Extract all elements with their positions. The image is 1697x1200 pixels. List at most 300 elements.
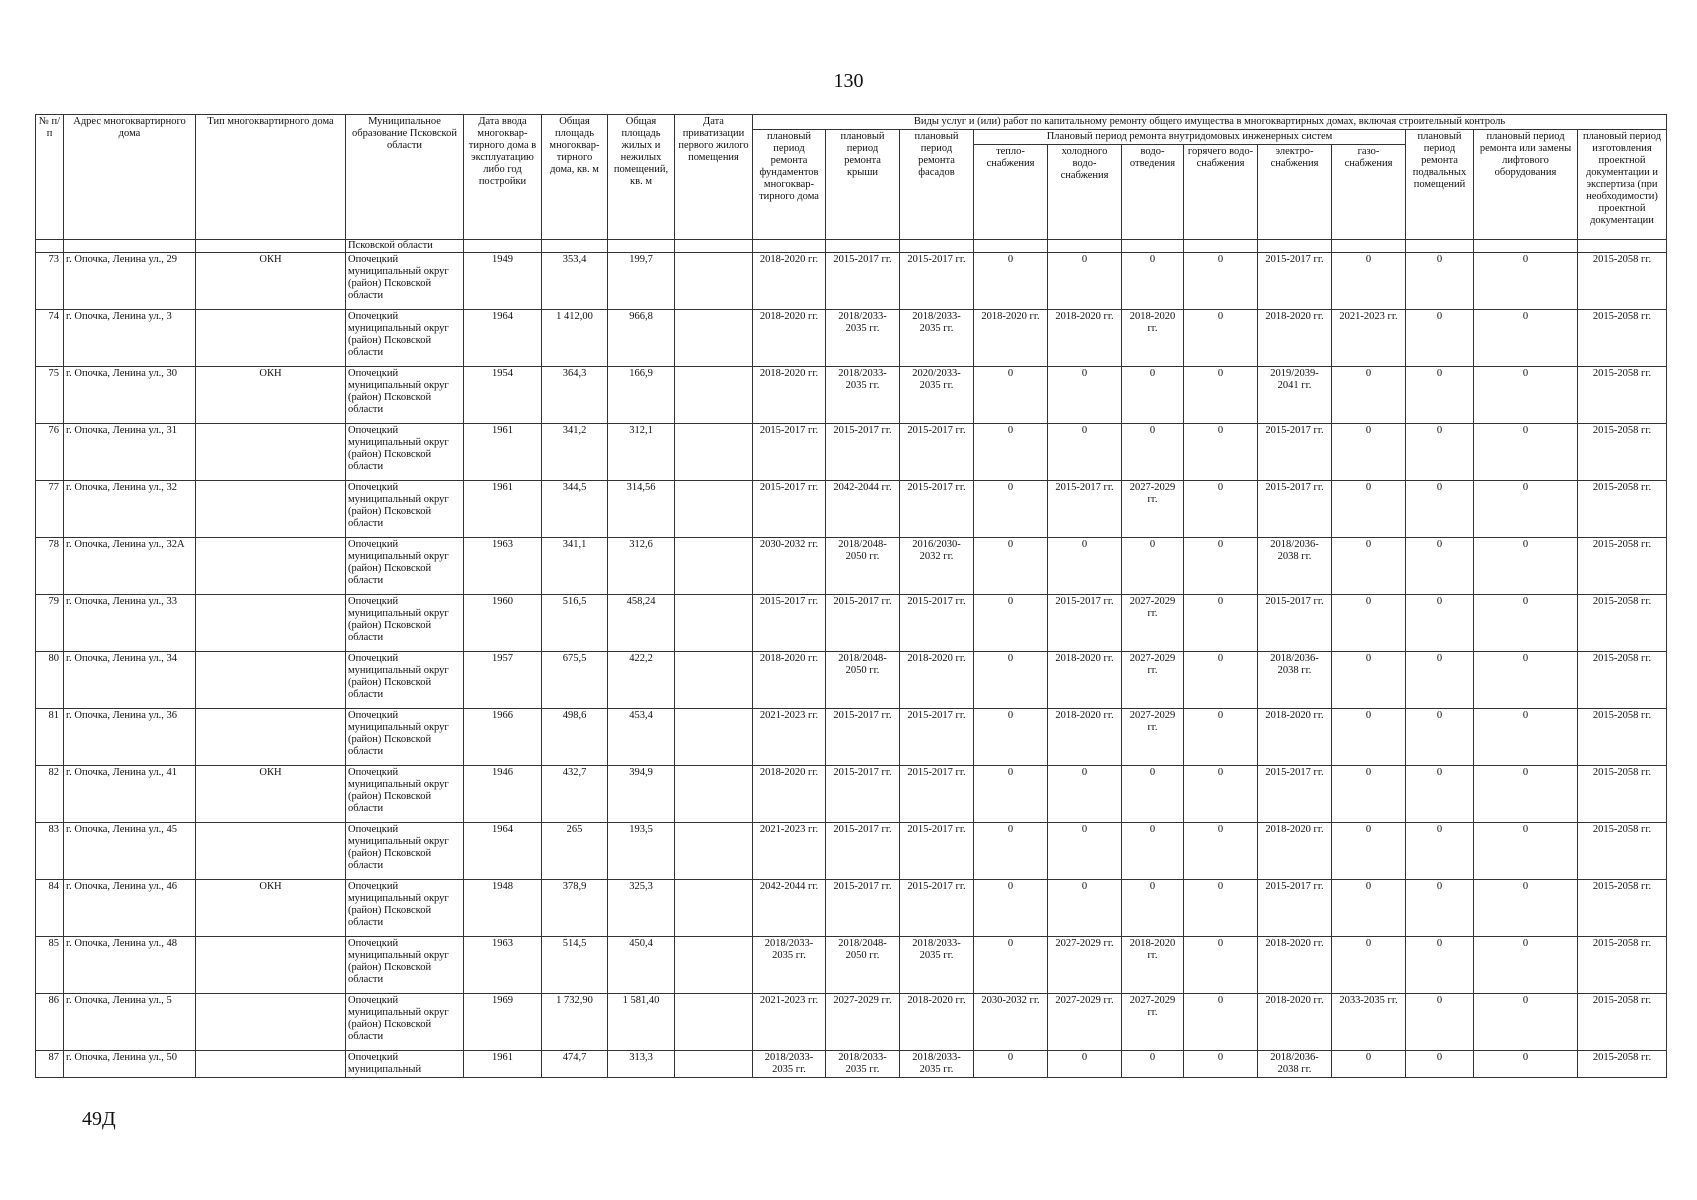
capital-repair-table — [35, 114, 1667, 1078]
cell-municipality: Опочецкий муниципальный — [346, 1051, 464, 1078]
cell-basement: 0 — [1406, 424, 1474, 481]
cell-roof: 2015-2017 гг. — [826, 424, 900, 481]
cell-roof: 2027-2029 гг. — [826, 994, 900, 1051]
cell-sewerage: 0 — [1122, 823, 1184, 880]
cell-sewerage: 2018-2020 гг. — [1122, 310, 1184, 367]
cell-elevator: 0 — [1474, 424, 1578, 481]
cell-foundation: 2015-2017 гг. — [753, 481, 826, 538]
table-row — [36, 253, 1667, 310]
cell-area-premises: 166,9 — [608, 367, 675, 424]
carryover-text: Псковской области — [346, 240, 464, 253]
cell-heating: 2030-2032 гг. — [974, 994, 1048, 1051]
cell-electricity: 2018-2020 гг. — [1258, 709, 1332, 766]
cell-address: г. Опочка, Ленина ул., 5 — [64, 994, 196, 1051]
cell-basement: 0 — [1406, 880, 1474, 937]
cell-electricity: 2015-2017 гг. — [1258, 880, 1332, 937]
cell-gas: 0 — [1332, 709, 1406, 766]
cell-elevator: 0 — [1474, 994, 1578, 1051]
cell-num: 82 — [36, 766, 64, 823]
cell-area-premises: 450,4 — [608, 937, 675, 994]
cell-elevator: 0 — [1474, 709, 1578, 766]
cell-area-premises: 193,5 — [608, 823, 675, 880]
header-foundation: плановый период ремонта фундаментов многоквар-тирного дома — [753, 130, 826, 240]
cell-basement: 0 — [1406, 994, 1474, 1051]
cell-hot-water: 0 — [1184, 1051, 1258, 1078]
cell-facade: 2015-2017 гг. — [900, 253, 974, 310]
cell-privatization — [675, 937, 753, 994]
cell-area-house: 344,5 — [542, 481, 608, 538]
cell-elevator: 0 — [1474, 538, 1578, 595]
header-electricity: электро-снабжения — [1258, 145, 1332, 240]
cell-privatization — [675, 595, 753, 652]
cell-hot-water: 0 — [1184, 766, 1258, 823]
table-row — [36, 1051, 1667, 1078]
cell-basement: 0 — [1406, 367, 1474, 424]
cell-elevator: 0 — [1474, 310, 1578, 367]
cell-address: г. Опочка, Ленина ул., 30 — [64, 367, 196, 424]
cell-gas: 2033-2035 гг. — [1332, 994, 1406, 1051]
cell-foundation: 2018-2020 гг. — [753, 310, 826, 367]
cell-area-house: 378,9 — [542, 880, 608, 937]
cell-elevator: 0 — [1474, 253, 1578, 310]
cell-area-house: 474,7 — [542, 1051, 608, 1078]
cell-gas: 0 — [1332, 595, 1406, 652]
cell-address: г. Опочка, Ленина ул., 48 — [64, 937, 196, 994]
header-total-area-premises: Общая площадь жилых и нежилых помещений, кв. м — [608, 115, 675, 240]
header-total-area-house: Общая площадь многоквар-тирного дома, кв. м — [542, 115, 608, 240]
cell-num: 76 — [36, 424, 64, 481]
cell-area-premises: 314,56 — [608, 481, 675, 538]
cell-privatization — [675, 880, 753, 937]
cell-foundation: 2021-2023 гг. — [753, 709, 826, 766]
cell-roof: 2015-2017 гг. — [826, 823, 900, 880]
cell-heating: 0 — [974, 1051, 1048, 1078]
cell-address: г. Опочка, Ленина ул., 45 — [64, 823, 196, 880]
cell-num: 86 — [36, 994, 64, 1051]
cell-gas: 0 — [1332, 538, 1406, 595]
cell-cold-water: 0 — [1048, 1051, 1122, 1078]
cell-municipality: Опочецкий муниципальный округ (район) Псковской области — [346, 424, 464, 481]
cell-area-house: 432,7 — [542, 766, 608, 823]
cell-electricity: 2015-2017 гг. — [1258, 766, 1332, 823]
cell-foundation: 2018-2020 гг. — [753, 652, 826, 709]
cell-cold-water: 0 — [1048, 766, 1122, 823]
cell-area-premises: 966,8 — [608, 310, 675, 367]
cell-area-premises: 422,2 — [608, 652, 675, 709]
cell-basement: 0 — [1406, 937, 1474, 994]
cell-design-docs: 2015-2058 гг. — [1578, 1051, 1667, 1078]
cell-hot-water: 0 — [1184, 823, 1258, 880]
cell-num: 74 — [36, 310, 64, 367]
cell-elevator: 0 — [1474, 652, 1578, 709]
header-hot-water: горячего водо-снабжения — [1184, 145, 1258, 240]
cell-heating: 0 — [974, 937, 1048, 994]
cell-elevator: 0 — [1474, 367, 1578, 424]
cell-municipality: Опочецкий муниципальный округ (район) Псковской области — [346, 367, 464, 424]
cell-electricity: 2018-2020 гг. — [1258, 823, 1332, 880]
cell-sewerage: 2027-2029 гг. — [1122, 652, 1184, 709]
cell-num: 79 — [36, 595, 64, 652]
cell-facade: 2015-2017 гг. — [900, 709, 974, 766]
cell-house-type — [196, 310, 346, 367]
cell-year: 1954 — [464, 367, 542, 424]
cell-electricity: 2019/2039-2041 гг. — [1258, 367, 1332, 424]
cell-hot-water: 0 — [1184, 367, 1258, 424]
cell-facade: 2015-2017 гг. — [900, 766, 974, 823]
cell-house-type: ОКН — [196, 253, 346, 310]
cell-cold-water: 2015-2017 гг. — [1048, 481, 1122, 538]
cell-heating: 0 — [974, 880, 1048, 937]
cell-address: г. Опочка, Ленина ул., 50 — [64, 1051, 196, 1078]
cell-privatization — [675, 424, 753, 481]
cell-house-type — [196, 424, 346, 481]
cell-foundation: 2018/2033-2035 гг. — [753, 1051, 826, 1078]
cell-address: г. Опочка, Ленина ул., 41 — [64, 766, 196, 823]
cell-gas: 0 — [1332, 481, 1406, 538]
cell-electricity: 2015-2017 гг. — [1258, 253, 1332, 310]
cell-elevator: 0 — [1474, 481, 1578, 538]
cell-basement: 0 — [1406, 538, 1474, 595]
table-row — [36, 994, 1667, 1051]
cell-design-docs: 2015-2058 гг. — [1578, 709, 1667, 766]
cell-year: 1957 — [464, 652, 542, 709]
table-row — [36, 766, 1667, 823]
cell-heating: 0 — [974, 367, 1048, 424]
cell-privatization — [675, 823, 753, 880]
cell-gas: 0 — [1332, 1051, 1406, 1078]
header-engineering-group: Плановый период ремонта внутридомовых инженерных систем — [974, 130, 1406, 145]
cell-basement: 0 — [1406, 595, 1474, 652]
cell-num: 85 — [36, 937, 64, 994]
footer-code: 49Д — [82, 1108, 116, 1130]
cell-house-type — [196, 937, 346, 994]
cell-gas: 0 — [1332, 424, 1406, 481]
cell-house-type — [196, 1051, 346, 1078]
cell-sewerage: 0 — [1122, 880, 1184, 937]
cell-electricity: 2018-2020 гг. — [1258, 937, 1332, 994]
table-row — [36, 595, 1667, 652]
cell-hot-water: 0 — [1184, 253, 1258, 310]
cell-cold-water: 0 — [1048, 823, 1122, 880]
header-house-type: Тип многоквартирного дома — [196, 115, 346, 240]
cell-design-docs: 2015-2058 гг. — [1578, 994, 1667, 1051]
cell-year: 1948 — [464, 880, 542, 937]
cell-gas: 0 — [1332, 880, 1406, 937]
cell-cold-water: 2027-2029 гг. — [1048, 994, 1122, 1051]
cell-year: 1969 — [464, 994, 542, 1051]
cell-sewerage: 2027-2029 гг. — [1122, 709, 1184, 766]
cell-facade: 2018/2033-2035 гг. — [900, 310, 974, 367]
cell-gas: 0 — [1332, 652, 1406, 709]
cell-sewerage: 0 — [1122, 253, 1184, 310]
cell-facade: 2016/2030-2032 гг. — [900, 538, 974, 595]
header-facade: плановый период ремонта фасадов — [900, 130, 974, 240]
cell-hot-water: 0 — [1184, 937, 1258, 994]
header-cold-water: холодного водо-снабжения — [1048, 145, 1122, 240]
cell-basement: 0 — [1406, 310, 1474, 367]
cell-privatization — [675, 481, 753, 538]
cell-elevator: 0 — [1474, 595, 1578, 652]
cell-sewerage: 2027-2029 гг. — [1122, 481, 1184, 538]
cell-sewerage: 2027-2029 гг. — [1122, 595, 1184, 652]
header-commission-date: Дата ввода многоквар-тирного дома в эксплуатацию либо год постройки — [464, 115, 542, 240]
cell-roof: 2018/2048-2050 гг. — [826, 538, 900, 595]
cell-municipality: Опочецкий муниципальный округ (район) Псковской области — [346, 652, 464, 709]
cell-house-type — [196, 709, 346, 766]
cell-area-premises: 312,1 — [608, 424, 675, 481]
cell-sewerage: 0 — [1122, 766, 1184, 823]
cell-num: 84 — [36, 880, 64, 937]
cell-privatization — [675, 310, 753, 367]
cell-roof: 2015-2017 гг. — [826, 595, 900, 652]
cell-elevator: 0 — [1474, 823, 1578, 880]
cell-heating: 0 — [974, 823, 1048, 880]
cell-num: 81 — [36, 709, 64, 766]
table-row — [36, 481, 1667, 538]
cell-design-docs: 2015-2058 гг. — [1578, 595, 1667, 652]
cell-design-docs: 2015-2058 гг. — [1578, 880, 1667, 937]
cell-num: 75 — [36, 367, 64, 424]
cell-foundation: 2018-2020 гг. — [753, 253, 826, 310]
cell-year: 1964 — [464, 823, 542, 880]
table-row — [36, 310, 1667, 367]
header-design-docs: плановый период изготовления проектной документации и экспертиза (при необходимости) проектной документации — [1578, 130, 1667, 240]
cell-roof: 2015-2017 гг. — [826, 880, 900, 937]
cell-privatization — [675, 994, 753, 1051]
cell-heating: 0 — [974, 652, 1048, 709]
cell-gas: 0 — [1332, 367, 1406, 424]
cell-area-premises: 199,7 — [608, 253, 675, 310]
cell-electricity: 2018-2020 гг. — [1258, 310, 1332, 367]
cell-year: 1946 — [464, 766, 542, 823]
cell-heating: 2018-2020 гг. — [974, 310, 1048, 367]
cell-foundation: 2015-2017 гг. — [753, 595, 826, 652]
cell-hot-water: 0 — [1184, 652, 1258, 709]
cell-hot-water: 0 — [1184, 424, 1258, 481]
cell-design-docs: 2015-2058 гг. — [1578, 538, 1667, 595]
cell-house-type — [196, 823, 346, 880]
cell-gas: 0 — [1332, 823, 1406, 880]
table-row — [36, 424, 1667, 481]
page-number: 130 — [833, 70, 864, 92]
cell-design-docs: 2015-2058 гг. — [1578, 766, 1667, 823]
cell-house-type: ОКН — [196, 766, 346, 823]
cell-house-type — [196, 538, 346, 595]
cell-year: 1964 — [464, 310, 542, 367]
cell-basement: 0 — [1406, 481, 1474, 538]
cell-area-house: 1 412,00 — [542, 310, 608, 367]
cell-cold-water: 2018-2020 гг. — [1048, 652, 1122, 709]
cell-electricity: 2015-2017 гг. — [1258, 595, 1332, 652]
cell-year: 1963 — [464, 937, 542, 994]
header-elevator: плановый период ремонта или замены лифтового оборудования — [1474, 130, 1578, 240]
header-sewerage: водо-отведения — [1122, 145, 1184, 240]
cell-basement: 0 — [1406, 1051, 1474, 1078]
cell-sewerage: 0 — [1122, 424, 1184, 481]
cell-gas: 0 — [1332, 253, 1406, 310]
cell-foundation: 2021-2023 гг. — [753, 994, 826, 1051]
cell-num: 73 — [36, 253, 64, 310]
cell-basement: 0 — [1406, 253, 1474, 310]
cell-municipality: Опочецкий муниципальный округ (район) Псковской области — [346, 538, 464, 595]
cell-privatization — [675, 367, 753, 424]
cell-elevator: 0 — [1474, 1051, 1578, 1078]
cell-design-docs: 2015-2058 гг. — [1578, 937, 1667, 994]
cell-basement: 0 — [1406, 766, 1474, 823]
cell-sewerage: 0 — [1122, 367, 1184, 424]
cell-year: 1949 — [464, 253, 542, 310]
cell-foundation: 2018-2020 гг. — [753, 766, 826, 823]
cell-gas: 0 — [1332, 937, 1406, 994]
cell-address: г. Опочка, Ленина ул., 32 — [64, 481, 196, 538]
cell-basement: 0 — [1406, 709, 1474, 766]
cell-municipality: Опочецкий муниципальный округ (район) Псковской области — [346, 766, 464, 823]
cell-privatization — [675, 709, 753, 766]
table-row — [36, 880, 1667, 937]
cell-year: 1961 — [464, 1051, 542, 1078]
table-row — [36, 709, 1667, 766]
header-basement: плановый период ремонта подвальных помещений — [1406, 130, 1474, 240]
cell-design-docs: 2015-2058 гг. — [1578, 367, 1667, 424]
table-row — [36, 538, 1667, 595]
cell-design-docs: 2015-2058 гг. — [1578, 253, 1667, 310]
cell-roof: 2015-2017 гг. — [826, 766, 900, 823]
cell-heating: 0 — [974, 481, 1048, 538]
header-address: Адрес многоквартирного дома — [64, 115, 196, 240]
cell-cold-water: 2018-2020 гг. — [1048, 709, 1122, 766]
table-row — [36, 652, 1667, 709]
cell-house-type — [196, 994, 346, 1051]
cell-area-house: 364,3 — [542, 367, 608, 424]
cell-heating: 0 — [974, 424, 1048, 481]
cell-num: 83 — [36, 823, 64, 880]
cell-facade: 2020/2033-2035 гг. — [900, 367, 974, 424]
cell-electricity: 2015-2017 гг. — [1258, 424, 1332, 481]
cell-hot-water: 0 — [1184, 481, 1258, 538]
cell-roof: 2018/2033-2035 гг. — [826, 367, 900, 424]
cell-year: 1963 — [464, 538, 542, 595]
header-works-group: Виды услуг и (или) работ по капитальному ремонту общего имущества в многоквартирных домах, включая строительный контроль — [753, 115, 1667, 130]
cell-house-type — [196, 595, 346, 652]
cell-municipality: Опочецкий муниципальный округ (район) Псковской области — [346, 253, 464, 310]
cell-address: г. Опочка, Ленина ул., 34 — [64, 652, 196, 709]
cell-address: г. Опочка, Ленина ул., 33 — [64, 595, 196, 652]
cell-municipality: Опочецкий муниципальный округ (район) Псковской области — [346, 310, 464, 367]
cell-area-house: 265 — [542, 823, 608, 880]
cell-heating: 0 — [974, 709, 1048, 766]
cell-hot-water: 0 — [1184, 310, 1258, 367]
cell-electricity: 2018-2020 гг. — [1258, 994, 1332, 1051]
cell-cold-water: 0 — [1048, 253, 1122, 310]
cell-facade: 2018-2020 гг. — [900, 994, 974, 1051]
cell-cold-water: 2015-2017 гг. — [1048, 595, 1122, 652]
cell-num: 77 — [36, 481, 64, 538]
cell-heating: 0 — [974, 253, 1048, 310]
cell-facade: 2018-2020 гг. — [900, 652, 974, 709]
cell-address: г. Опочка, Ленина ул., 46 — [64, 880, 196, 937]
cell-area-house: 341,1 — [542, 538, 608, 595]
cell-privatization — [675, 1051, 753, 1078]
cell-privatization — [675, 766, 753, 823]
cell-hot-water: 0 — [1184, 709, 1258, 766]
cell-area-house: 1 732,90 — [542, 994, 608, 1051]
table-row — [36, 823, 1667, 880]
cell-electricity: 2018/2036-2038 гг. — [1258, 1051, 1332, 1078]
cell-address: г. Опочка, Ленина ул., 36 — [64, 709, 196, 766]
header-num: № п/п — [36, 115, 64, 240]
cell-area-house: 675,5 — [542, 652, 608, 709]
cell-hot-water: 0 — [1184, 538, 1258, 595]
cell-foundation: 2030-2032 гг. — [753, 538, 826, 595]
cell-year: 1966 — [464, 709, 542, 766]
cell-area-premises: 453,4 — [608, 709, 675, 766]
cell-elevator: 0 — [1474, 880, 1578, 937]
cell-design-docs: 2015-2058 гг. — [1578, 652, 1667, 709]
cell-facade: 2015-2017 гг. — [900, 595, 974, 652]
cell-heating: 0 — [974, 538, 1048, 595]
cell-house-type — [196, 652, 346, 709]
cell-roof: 2018/2048-2050 гг. — [826, 937, 900, 994]
cell-num: 78 — [36, 538, 64, 595]
cell-address: г. Опочка, Ленина ул., 29 — [64, 253, 196, 310]
cell-roof: 2018/2048-2050 гг. — [826, 652, 900, 709]
cell-year: 1960 — [464, 595, 542, 652]
cell-house-type: ОКН — [196, 367, 346, 424]
cell-roof: 2042-2044 гг. — [826, 481, 900, 538]
cell-address: г. Опочка, Ленина ул., 32А — [64, 538, 196, 595]
header-gas: газо-снабжения — [1332, 145, 1406, 240]
cell-privatization — [675, 253, 753, 310]
cell-area-house: 516,5 — [542, 595, 608, 652]
cell-sewerage: 2018-2020 гг. — [1122, 937, 1184, 994]
cell-cold-water: 2018-2020 гг. — [1048, 310, 1122, 367]
cell-house-type: ОКН — [196, 880, 346, 937]
cell-cold-water: 0 — [1048, 538, 1122, 595]
cell-facade: 2018/2033-2035 гг. — [900, 937, 974, 994]
cell-foundation: 2018-2020 гг. — [753, 367, 826, 424]
cell-foundation: 2018/2033-2035 гг. — [753, 937, 826, 994]
cell-area-premises: 313,3 — [608, 1051, 675, 1078]
cell-address: г. Опочка, Ленина ул., 3 — [64, 310, 196, 367]
cell-sewerage: 0 — [1122, 1051, 1184, 1078]
cell-foundation: 2042-2044 гг. — [753, 880, 826, 937]
cell-area-premises: 312,6 — [608, 538, 675, 595]
cell-foundation: 2015-2017 гг. — [753, 424, 826, 481]
cell-municipality: Опочецкий муниципальный округ (район) Псковской области — [346, 481, 464, 538]
cell-sewerage: 0 — [1122, 538, 1184, 595]
cell-year: 1961 — [464, 424, 542, 481]
cell-electricity: 2018/2036-2038 гг. — [1258, 652, 1332, 709]
header-heating: тепло-снабжения — [974, 145, 1048, 240]
cell-design-docs: 2015-2058 гг. — [1578, 823, 1667, 880]
header-roof: плановый период ремонта крыши — [826, 130, 900, 240]
cell-area-premises: 458,24 — [608, 595, 675, 652]
cell-elevator: 0 — [1474, 937, 1578, 994]
carryover-row — [36, 240, 1667, 253]
cell-cold-water: 2027-2029 гг. — [1048, 937, 1122, 994]
cell-facade: 2015-2017 гг. — [900, 424, 974, 481]
cell-basement: 0 — [1406, 823, 1474, 880]
cell-privatization — [675, 538, 753, 595]
cell-roof: 2018/2033-2035 гг. — [826, 1051, 900, 1078]
cell-design-docs: 2015-2058 гг. — [1578, 310, 1667, 367]
cell-facade: 2018/2033-2035 гг. — [900, 1051, 974, 1078]
cell-address: г. Опочка, Ленина ул., 31 — [64, 424, 196, 481]
cell-area-premises: 1 581,40 — [608, 994, 675, 1051]
table-row — [36, 367, 1667, 424]
cell-facade: 2015-2017 гг. — [900, 880, 974, 937]
cell-municipality: Опочецкий муниципальный округ (район) Псковской области — [346, 823, 464, 880]
